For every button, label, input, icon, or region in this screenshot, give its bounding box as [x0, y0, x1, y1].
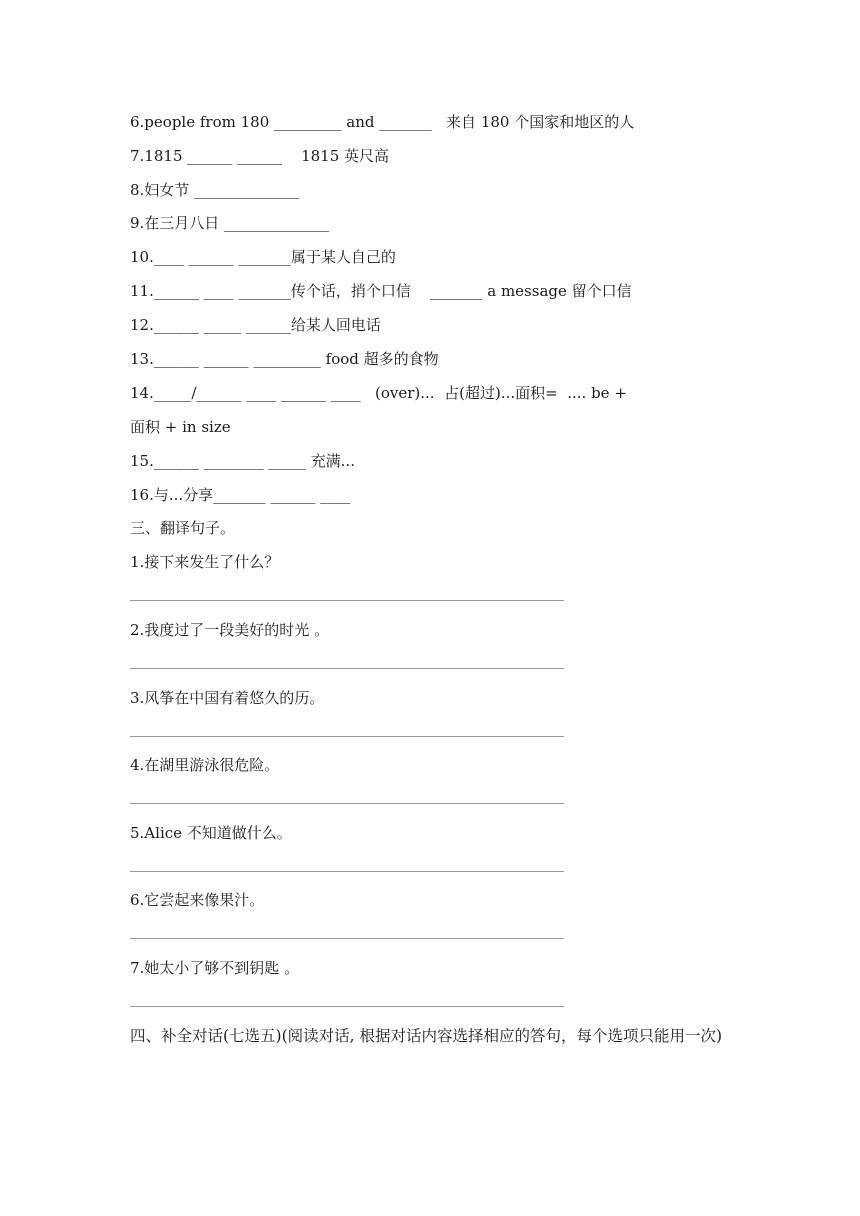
answer-line-4[interactable] — [130, 803, 564, 804]
phrase-8: 8.妇女节 ______________ — [130, 181, 300, 199]
answer-line-6[interactable] — [130, 938, 564, 939]
phrase-15: 15.______ ________ _____ 充满... — [130, 452, 355, 470]
answer-line-7[interactable] — [130, 1006, 564, 1007]
phrase-14-continued: 面积 + in size — [130, 418, 231, 436]
phrase-7: 7.1815 ______ ______ 1815 英尺高 — [130, 147, 390, 165]
translate-question-4: 4.在湖里游泳很危险。 — [130, 756, 280, 774]
section-4-heading: 四、补全对话(七选五)(阅读对话, 根据对话内容选择相应的答句，每个选项只能用一次) — [130, 1027, 723, 1045]
answer-line-5[interactable] — [130, 871, 564, 872]
phrase-9: 9.在三月八日 ______________ — [130, 214, 330, 232]
phrase-10: 10.____ ______ _______属于某人自己的 — [130, 248, 396, 266]
phrase-13: 13.______ ______ _________ food 超多的食物 — [130, 350, 439, 368]
phrase-12: 12.______ _____ ______给某人回电话 — [130, 316, 381, 334]
section-3-heading: 三、翻译句子。 — [130, 519, 236, 537]
phrase-6: 6.people from 180 _________ and _______ 来自 180 个国家和地区的人 — [130, 113, 635, 131]
answer-line-3[interactable] — [130, 736, 564, 737]
translate-question-6: 6.它尝起来像果汁。 — [130, 891, 265, 909]
translate-question-2: 2.我度过了一段美好的时光 。 — [130, 621, 330, 639]
answer-line-1[interactable] — [130, 600, 564, 601]
phrase-14: 14._____/______ ____ ______ ____ (over)... 占(超过)...面积= .... be + — [130, 384, 627, 402]
phrase-16: 16.与...分享_______ ______ ____ — [130, 486, 351, 504]
translate-question-5: 5.Alice 不知道做什么。 — [130, 824, 292, 842]
translate-question-7: 7.她太小了够不到钥匙 。 — [130, 959, 300, 977]
translate-question-3: 3.风筝在中国有着悠久的历。 — [130, 689, 325, 707]
phrase-11: 11.______ ____ _______传个话，捎个口信 _______ a message 留个口信 — [130, 282, 632, 300]
answer-line-2[interactable] — [130, 668, 564, 669]
translate-question-1: 1.接下来发生了什么？ — [130, 553, 280, 571]
